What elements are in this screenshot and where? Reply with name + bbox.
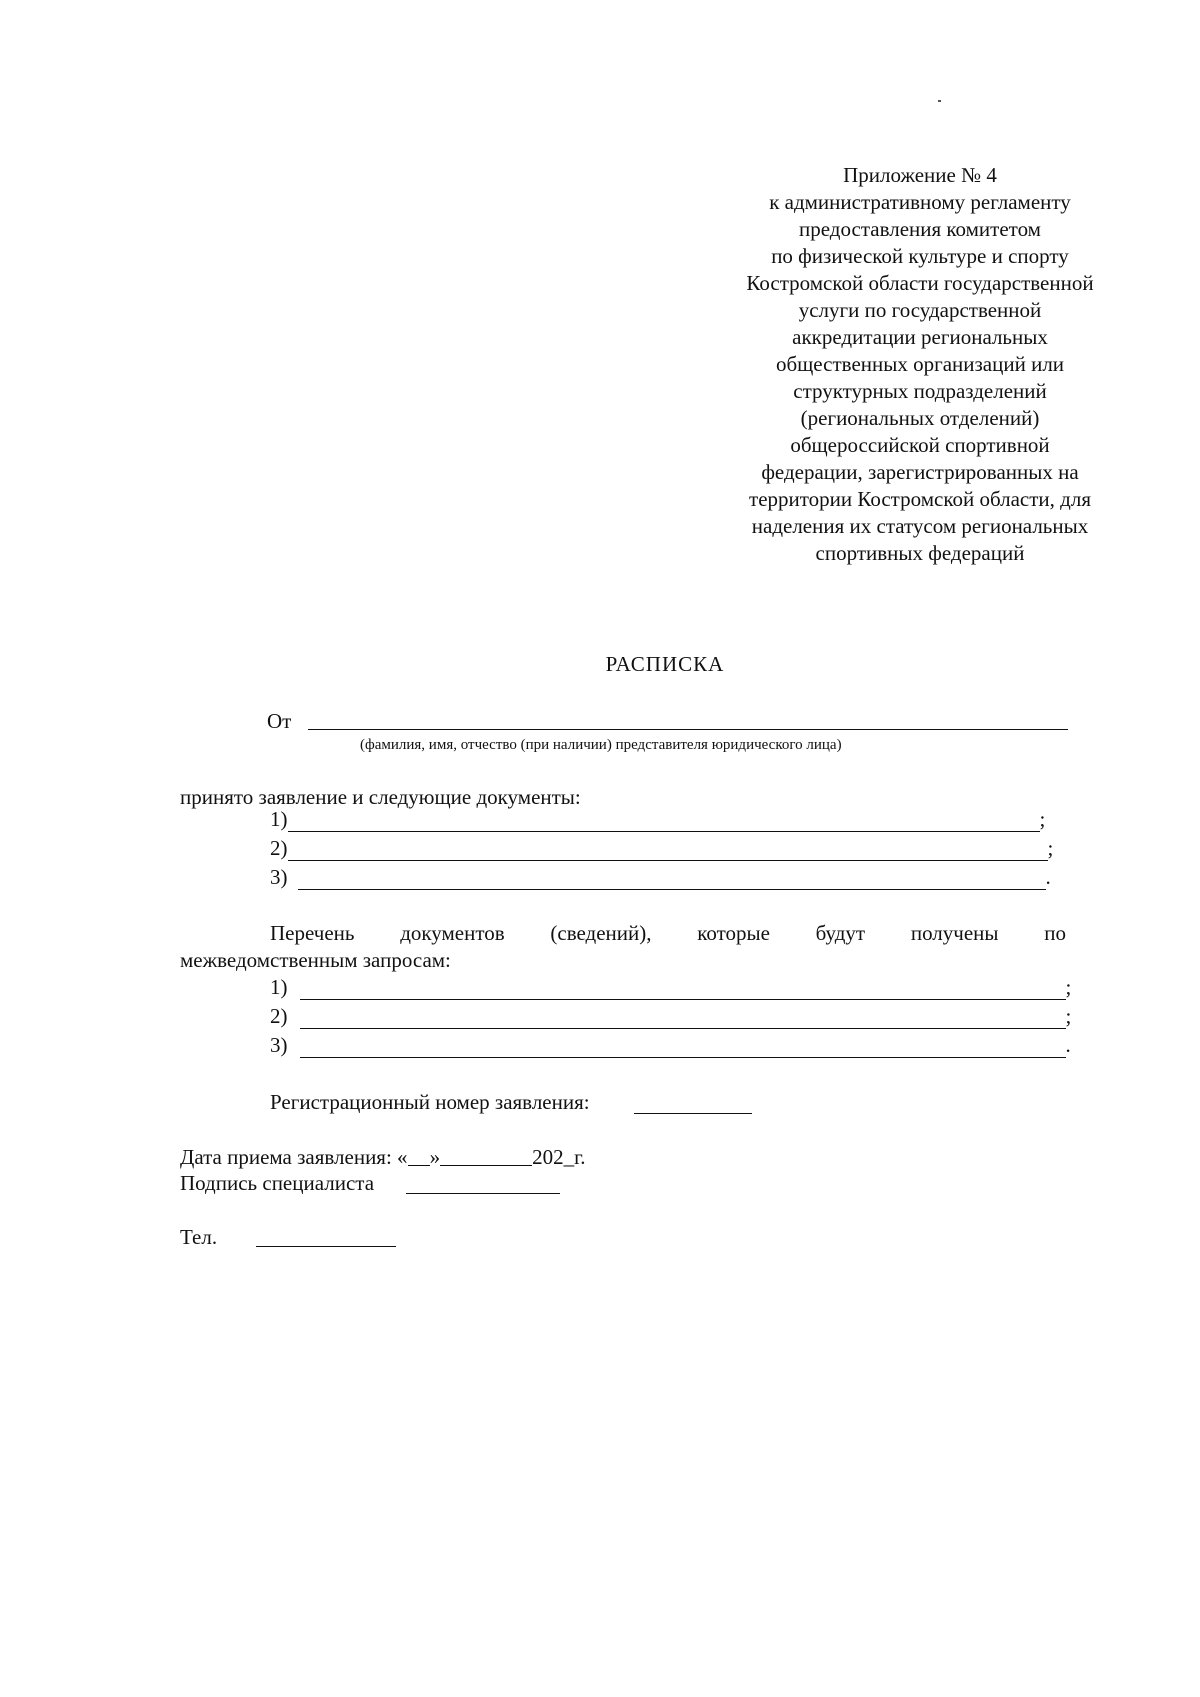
from-caption: (фамилия, имя, отчество (при наличии) представителя юридического лица) (360, 737, 842, 753)
document-number: 3) (270, 865, 288, 889)
date-month-field[interactable] (440, 1165, 532, 1166)
from-field-line[interactable] (308, 729, 1068, 730)
interagency-number: 1) (270, 975, 288, 999)
appendix-line: Костромской области государственной (746, 271, 1094, 295)
interagency-end: ; (1065, 1004, 1072, 1028)
appendix-line: наделения их статусом региональных (751, 514, 1089, 538)
appendix-line: аккредитации региональных (792, 325, 1048, 349)
from-label: От (267, 709, 292, 733)
document-field-line[interactable] (298, 870, 1046, 890)
interagency-row (270, 976, 1071, 1000)
document-row (270, 866, 1051, 890)
date-label: Дата приема заявления: « (180, 1145, 408, 1169)
appendix-line: структурных подразделений (793, 379, 1047, 403)
interagency-word: которые (697, 921, 770, 945)
document-number: 1) (270, 807, 288, 831)
interagency-word: Перечень (270, 921, 355, 945)
interagency-number: 3) (270, 1033, 288, 1057)
date-year: 202_г. (532, 1145, 586, 1169)
appendix-line: территории Костромской области, для (749, 487, 1091, 511)
interagency-number: 2) (270, 1004, 288, 1028)
appendix-line: Приложение № 4 (843, 163, 997, 187)
interagency-end: . (1065, 1033, 1071, 1057)
appendix-line: к административному регламенту (769, 190, 1071, 214)
appendix-line: (региональных отделений) (800, 406, 1040, 430)
reg-number-field-line[interactable] (634, 1113, 752, 1114)
reg-number-label: Регистрационный номер заявления: (270, 1090, 590, 1114)
receipt-title: РАСПИСКА (605, 652, 725, 676)
document-field-line[interactable] (288, 841, 1048, 861)
document-row (270, 837, 1053, 861)
document-number: 2) (270, 836, 288, 860)
signature-field-line[interactable] (406, 1193, 560, 1194)
document-row (270, 808, 1045, 832)
date-quote-close: » (429, 1145, 441, 1169)
phone-field-line[interactable] (256, 1246, 396, 1247)
interagency-heading (270, 921, 1066, 946)
interagency-heading-line2: межведомственным запросам: (180, 948, 451, 972)
interagency-field-line[interactable] (300, 1038, 1066, 1058)
appendix-line: услуги по государственной (798, 298, 1042, 322)
scan-dot (938, 100, 941, 102)
interagency-word: документов (400, 921, 505, 945)
document-end: ; (1047, 836, 1054, 860)
phone-label: Тел. (180, 1225, 218, 1249)
interagency-word: по (1044, 921, 1066, 945)
appendix-line: предоставления комитетом (799, 217, 1041, 241)
interagency-field-line[interactable] (300, 980, 1066, 1000)
appendix-line: спортивных федераций (815, 541, 1025, 565)
interagency-row (270, 1034, 1071, 1058)
interagency-field-line[interactable] (300, 1009, 1066, 1029)
appendix-line: федерации, зарегистрированных на (761, 460, 1079, 484)
interagency-row (270, 1005, 1071, 1029)
appendix-line: общероссийской спортивной (790, 433, 1050, 457)
accepted-text: принято заявление и следующие документы: (180, 785, 581, 809)
date-row (180, 1145, 586, 1170)
interagency-word: будут (815, 921, 866, 945)
appendix-line: по физической культуре и спорту (771, 244, 1069, 268)
document-end: ; (1039, 807, 1046, 831)
document-end: . (1045, 865, 1051, 889)
signature-label: Подпись специалиста (180, 1171, 375, 1195)
document-field-line[interactable] (288, 812, 1040, 832)
date-day-field[interactable] (408, 1165, 430, 1166)
appendix-line: общественных организаций или (775, 352, 1065, 376)
interagency-word: получены (910, 921, 999, 945)
interagency-word: (сведений), (550, 921, 652, 945)
appendix-header (700, 162, 1140, 567)
interagency-end: ; (1065, 975, 1072, 999)
